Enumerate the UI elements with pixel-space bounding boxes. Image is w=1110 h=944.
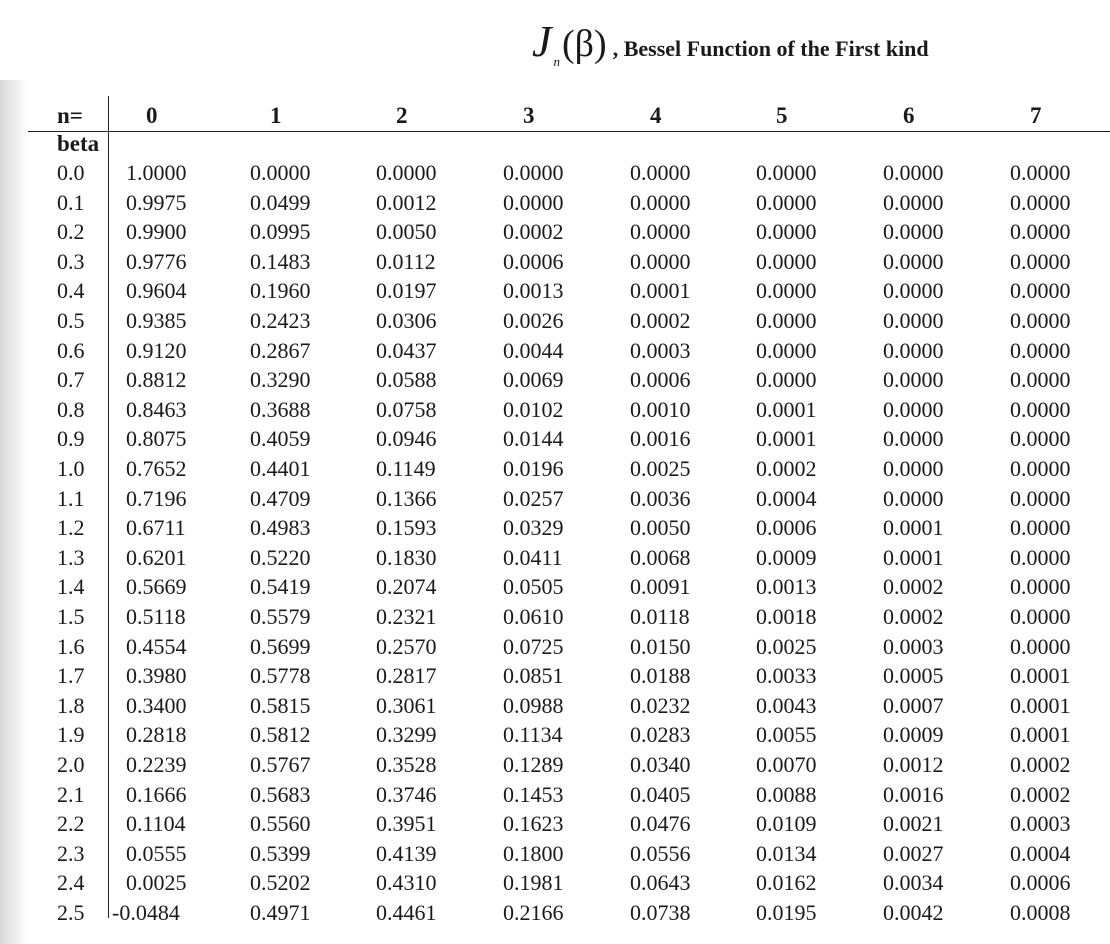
table-cell: 0.0055 <box>756 722 817 748</box>
table-cell: 0.0044 <box>503 337 564 363</box>
table-cell: 0.0068 <box>630 544 691 570</box>
table-cell: 0.1593 <box>376 515 437 541</box>
table-cell: 0.0643 <box>630 870 691 896</box>
column-header-0: 0 <box>146 103 158 128</box>
table-cell: 0.8075 <box>126 426 187 452</box>
table-cell: 0.5815 <box>250 692 311 718</box>
beta-value: 1.3 <box>57 544 85 570</box>
table-cell: 0.0588 <box>376 367 437 393</box>
table-cell: 0.3528 <box>376 752 437 777</box>
table-cell: 0.0118 <box>630 604 690 629</box>
table-cell: 0.5699 <box>250 633 311 659</box>
beta-value: 2.4 <box>57 870 85 896</box>
corner-label: n= <box>57 103 83 128</box>
table-cell: 0.0000 <box>1010 160 1071 185</box>
table-cell: 0.0013 <box>756 574 817 600</box>
beta-value: 0.7 <box>57 367 85 393</box>
table-cell: 0.3299 <box>376 722 437 748</box>
table-cell: 0.0000 <box>883 367 944 393</box>
table-cell: 0.0232 <box>630 692 691 718</box>
table-cell: 0.0000 <box>883 456 944 481</box>
table-cell: 0.1623 <box>503 811 564 837</box>
table-cell: 0.0499 <box>250 189 311 215</box>
table-cell: 0.0000 <box>883 219 944 245</box>
table-cell: 0.0000 <box>883 396 944 422</box>
table-cell: 0.5560 <box>250 811 311 837</box>
table-cell: 0.0016 <box>883 781 944 807</box>
table-cell: 0.0000 <box>756 248 817 274</box>
table-cell: 0.0001 <box>630 278 691 304</box>
column-header-1: 1 <box>270 103 282 128</box>
table-cell: 0.0050 <box>630 515 691 541</box>
table-cell: 0.0283 <box>630 722 691 748</box>
table-cell: 0.9776 <box>126 248 187 274</box>
table-cell: 0.0025 <box>756 633 817 659</box>
page-edge-shadow <box>0 80 28 944</box>
table-cell: 0.0025 <box>630 456 691 481</box>
table-cell: 0.1149 <box>376 456 436 481</box>
table-cell: 0.0006 <box>1010 870 1071 896</box>
table-cell: 0.0851 <box>503 663 564 689</box>
table-cell: 0.0002 <box>503 219 564 245</box>
table-cell: 0.1134 <box>503 722 563 748</box>
beta-value: 1.6 <box>57 633 85 659</box>
table-cell: 0.2570 <box>376 633 437 659</box>
column-header-2: 2 <box>396 103 408 128</box>
table-cell: 0.0009 <box>756 544 817 570</box>
table-cell: 0.0134 <box>756 840 817 866</box>
table-cell: 0.0001 <box>756 426 817 452</box>
table-cell: 0.0505 <box>503 574 564 600</box>
table-cell: 0.0026 <box>503 308 564 333</box>
table-cell: 0.5220 <box>250 544 311 570</box>
table-cell: 0.0000 <box>1010 604 1071 629</box>
table-cell: 0.0196 <box>503 456 564 481</box>
table-cell: 0.4983 <box>250 515 311 541</box>
table-cell: 0.3980 <box>126 663 187 689</box>
table-cell: 0.1453 <box>503 781 564 807</box>
table-cell: -0.0484 <box>112 900 180 925</box>
table-cell: 0.0995 <box>250 219 311 245</box>
table-cell: 0.0555 <box>126 840 187 866</box>
beta-value: 1.2 <box>57 515 85 541</box>
table-cell: 0.0003 <box>1010 811 1071 837</box>
table-cell: 0.0021 <box>883 811 944 837</box>
table-cell: 0.0003 <box>883 633 944 659</box>
table-cell: 0.0025 <box>126 870 187 896</box>
table-cell: 0.0000 <box>883 337 944 363</box>
table-cell: 0.0988 <box>503 692 564 718</box>
table-cell: 0.7652 <box>126 456 187 481</box>
table-cell: 0.0725 <box>503 633 564 659</box>
table-cell: 0.4971 <box>250 900 311 925</box>
title-function-symbol: J <box>532 17 552 66</box>
table-cell: 0.0000 <box>756 367 817 393</box>
beta-value: 1.1 <box>57 485 85 511</box>
table-cell: 0.0012 <box>376 189 437 215</box>
table-cell: 0.2817 <box>376 663 437 689</box>
table-cell: 0.0738 <box>630 900 691 925</box>
beta-value: 2.5 <box>57 900 85 925</box>
table-cell: 0.0004 <box>1010 840 1071 866</box>
table-cell: 0.0034 <box>883 870 944 896</box>
beta-value: 0.6 <box>57 337 85 363</box>
table-cell: 0.0008 <box>1010 900 1071 925</box>
table-cell: 0.9900 <box>126 219 187 245</box>
table-cell: 0.0070 <box>756 752 817 777</box>
table-cell: 0.0009 <box>883 722 944 748</box>
table-cell: 0.0195 <box>756 900 817 925</box>
column-header-7: 7 <box>1030 103 1042 128</box>
beta-value: 2.2 <box>57 811 85 837</box>
table-cell: 0.0610 <box>503 604 564 629</box>
beta-value: 0.0 <box>57 160 85 185</box>
beta-value: 0.5 <box>57 308 85 333</box>
table-cell: 0.2423 <box>250 308 311 333</box>
table-cell: 0.0000 <box>1010 278 1071 304</box>
column-divider <box>108 96 109 918</box>
table-cell: 0.0000 <box>1010 248 1071 274</box>
table-cell: 0.2166 <box>503 900 564 925</box>
table-cell: 0.3951 <box>376 811 437 837</box>
table-cell: 0.0257 <box>503 485 564 511</box>
table-cell: 0.5118 <box>126 604 186 629</box>
table-cell: 0.0102 <box>503 396 564 422</box>
table-cell: 0.0000 <box>756 160 817 185</box>
column-header-4: 4 <box>650 103 662 128</box>
table-cell: 0.5812 <box>250 722 311 748</box>
table-cell: 0.0000 <box>1010 456 1071 481</box>
table-cell: 0.0150 <box>630 633 691 659</box>
table-cell: 0.1666 <box>126 781 187 807</box>
table-cell: 0.3400 <box>126 692 187 718</box>
table-cell: 0.0000 <box>756 308 817 333</box>
table-cell: 0.0010 <box>630 396 691 422</box>
table-cell: 0.0000 <box>756 278 817 304</box>
table-cell: 0.0000 <box>756 189 817 215</box>
table-cell: 0.0002 <box>1010 781 1071 807</box>
table-cell: 0.0329 <box>503 515 564 541</box>
table-cell: 0.0000 <box>883 189 944 215</box>
table-cell: 0.5579 <box>250 604 311 629</box>
table-cell: 0.5669 <box>126 574 187 600</box>
table-cell: 0.0556 <box>630 840 691 866</box>
table-cell: 0.0006 <box>630 367 691 393</box>
beta-value: 1.4 <box>57 574 85 600</box>
table-cell: 0.0306 <box>376 308 437 333</box>
table-cell: 0.4401 <box>250 456 311 481</box>
table-cell: 0.0405 <box>630 781 691 807</box>
beta-value: 1.5 <box>57 604 85 629</box>
table-cell: 0.1289 <box>503 752 564 777</box>
beta-value: 0.2 <box>57 219 85 245</box>
table-cell: 0.5683 <box>250 781 311 807</box>
table-cell: 0.0012 <box>883 752 944 777</box>
table-cell: 0.0000 <box>503 189 564 215</box>
table-cell: 0.1981 <box>503 870 564 896</box>
table-cell: 0.0758 <box>376 396 437 422</box>
table-cell: 0.5767 <box>250 752 311 777</box>
table-cell: 0.0112 <box>376 248 436 274</box>
column-header-5: 5 <box>776 103 788 128</box>
table-cell: 0.0000 <box>630 219 691 245</box>
header-rule <box>28 131 1110 132</box>
table-cell: 0.0088 <box>756 781 817 807</box>
table-cell: 0.1483 <box>250 248 311 274</box>
table-cell: 0.0050 <box>376 219 437 245</box>
table-cell: 0.0043 <box>756 692 817 718</box>
table-cell: 0.1960 <box>250 278 311 304</box>
beta-value: 2.1 <box>57 781 85 807</box>
table-cell: 0.0001 <box>883 515 944 541</box>
column-header-6: 6 <box>903 103 915 128</box>
table-cell: 0.0069 <box>503 367 564 393</box>
table-cell: 0.9120 <box>126 337 187 363</box>
table-cell: 0.5778 <box>250 663 311 689</box>
table-cell: 0.2074 <box>376 574 437 600</box>
beta-value: 0.4 <box>57 278 85 304</box>
table-cell: 0.0033 <box>756 663 817 689</box>
table-cell: 0.3746 <box>376 781 437 807</box>
beta-value: 1.0 <box>57 456 85 481</box>
table-cell: 0.9975 <box>126 189 187 215</box>
table-cell: 0.0476 <box>630 811 691 837</box>
title-subscript: n <box>553 54 561 69</box>
table-cell: 0.3290 <box>250 367 311 393</box>
beta-value: 0.1 <box>57 189 85 215</box>
table-cell: 0.0411 <box>503 544 563 570</box>
table-title <box>532 14 929 70</box>
table-cell: 0.0340 <box>630 752 691 777</box>
table-cell: 0.0001 <box>1010 722 1071 748</box>
table-cell: 0.5399 <box>250 840 311 866</box>
table-cell: 0.0000 <box>1010 574 1071 600</box>
table-cell: 0.1800 <box>503 840 564 866</box>
column-header-3: 3 <box>523 103 535 128</box>
table-cell: 0.0000 <box>630 160 691 185</box>
table-cell: 0.0000 <box>1010 337 1071 363</box>
table-cell: 0.0001 <box>756 396 817 422</box>
table-cell: 0.0000 <box>1010 426 1071 452</box>
table-cell: 0.0000 <box>883 248 944 274</box>
table-cell: 0.0005 <box>883 663 944 689</box>
table-cell: 0.4139 <box>376 840 437 866</box>
title-argument: (β) <box>562 23 607 65</box>
table-cell: 0.0000 <box>376 160 437 185</box>
table-cell: 0.4310 <box>376 870 437 896</box>
beta-value: 1.8 <box>57 692 85 718</box>
table-cell: 0.0000 <box>1010 515 1071 541</box>
table-cell: 0.0144 <box>503 426 564 452</box>
table-cell: 0.0018 <box>756 604 817 629</box>
beta-value: 1.7 <box>57 663 85 689</box>
table-cell: 0.0437 <box>376 337 437 363</box>
beta-value: 0.8 <box>57 396 85 422</box>
table-cell: 0.4059 <box>250 426 311 452</box>
table-cell: 0.2867 <box>250 337 311 363</box>
table-cell: 0.1366 <box>376 485 437 511</box>
title-text: , Bessel Function of the First kind <box>612 36 929 61</box>
table-cell: 0.0006 <box>503 248 564 274</box>
table-cell: 0.0001 <box>1010 692 1071 718</box>
table-cell: 0.0000 <box>1010 544 1071 570</box>
table-cell: 0.0000 <box>883 485 944 511</box>
table-cell: 0.7196 <box>126 485 187 511</box>
table-cell: 0.0042 <box>883 900 944 925</box>
table-cell: 0.0002 <box>883 604 944 629</box>
table-cell: 0.0016 <box>630 426 691 452</box>
table-cell: 0.0000 <box>1010 219 1071 245</box>
table-cell: 0.0000 <box>883 308 944 333</box>
table-cell: 0.0000 <box>630 248 691 274</box>
table-cell: 0.9604 <box>126 278 187 304</box>
table-cell: 0.0000 <box>630 189 691 215</box>
beta-value: 0.3 <box>57 248 85 274</box>
table-cell: 0.0000 <box>883 278 944 304</box>
table-cell: 0.8812 <box>126 367 187 393</box>
table-cell: 0.0946 <box>376 426 437 452</box>
table-cell: 0.9385 <box>126 308 187 333</box>
table-cell: 0.2321 <box>376 604 437 629</box>
table-cell: 0.0007 <box>883 692 944 718</box>
table-cell: 0.0000 <box>250 160 311 185</box>
table-cell: 0.3688 <box>250 396 311 422</box>
table-cell: 0.1830 <box>376 544 437 570</box>
table-cell: 0.6711 <box>126 515 186 541</box>
table-cell: 0.0000 <box>1010 189 1071 215</box>
table-cell: 0.0000 <box>1010 308 1071 333</box>
table-cell: 0.0027 <box>883 840 944 866</box>
table-cell: 0.0000 <box>883 426 944 452</box>
table-cell: 0.0002 <box>883 574 944 600</box>
table-cell: 0.0003 <box>630 337 691 363</box>
table-cell: 0.0004 <box>756 485 817 511</box>
table-cell: 0.4554 <box>126 633 187 659</box>
table-cell: 0.1104 <box>126 811 186 837</box>
table-cell: 1.0000 <box>126 160 187 185</box>
beta-value: 2.3 <box>57 840 85 866</box>
table-cell: 0.0162 <box>756 870 817 896</box>
table-cell: 0.5202 <box>250 870 311 896</box>
table-cell: 0.0000 <box>756 219 817 245</box>
table-cell: 0.0091 <box>630 574 691 600</box>
table-cell: 0.4709 <box>250 485 311 511</box>
table-cell: 0.0000 <box>1010 633 1071 659</box>
table-cell: 0.4461 <box>376 900 437 925</box>
beta-value: 0.9 <box>57 426 85 452</box>
table-cell: 0.2818 <box>126 722 187 748</box>
table-cell: 0.2239 <box>126 752 187 777</box>
beta-value: 1.9 <box>57 722 85 748</box>
table-cell: 0.0000 <box>1010 485 1071 511</box>
table-cell: 0.0001 <box>883 544 944 570</box>
table-cell: 0.0188 <box>630 663 691 689</box>
table-cell: 0.0002 <box>1010 752 1071 777</box>
table-cell: 0.0006 <box>756 515 817 541</box>
table-cell: 0.0109 <box>756 811 817 837</box>
table-cell: 0.0000 <box>1010 367 1071 393</box>
table-cell: 0.0000 <box>756 337 817 363</box>
table-cell: 0.8463 <box>126 396 187 422</box>
table-cell: 0.6201 <box>126 544 187 570</box>
table-cell: 0.0002 <box>756 456 817 481</box>
beta-label: beta <box>57 131 100 156</box>
beta-value: 2.0 <box>57 752 85 777</box>
table-cell: 0.0197 <box>376 278 437 304</box>
table-cell: 0.0002 <box>630 308 691 333</box>
table-cell: 0.0000 <box>883 160 944 185</box>
table-cell: 0.0000 <box>503 160 564 185</box>
table-cell: 0.0036 <box>630 485 691 511</box>
table-cell: 0.0013 <box>503 278 564 304</box>
table-cell: 0.5419 <box>250 574 311 600</box>
table-cell: 0.3061 <box>376 692 437 718</box>
table-cell: 0.0001 <box>1010 663 1071 689</box>
table-cell: 0.0000 <box>1010 396 1071 422</box>
